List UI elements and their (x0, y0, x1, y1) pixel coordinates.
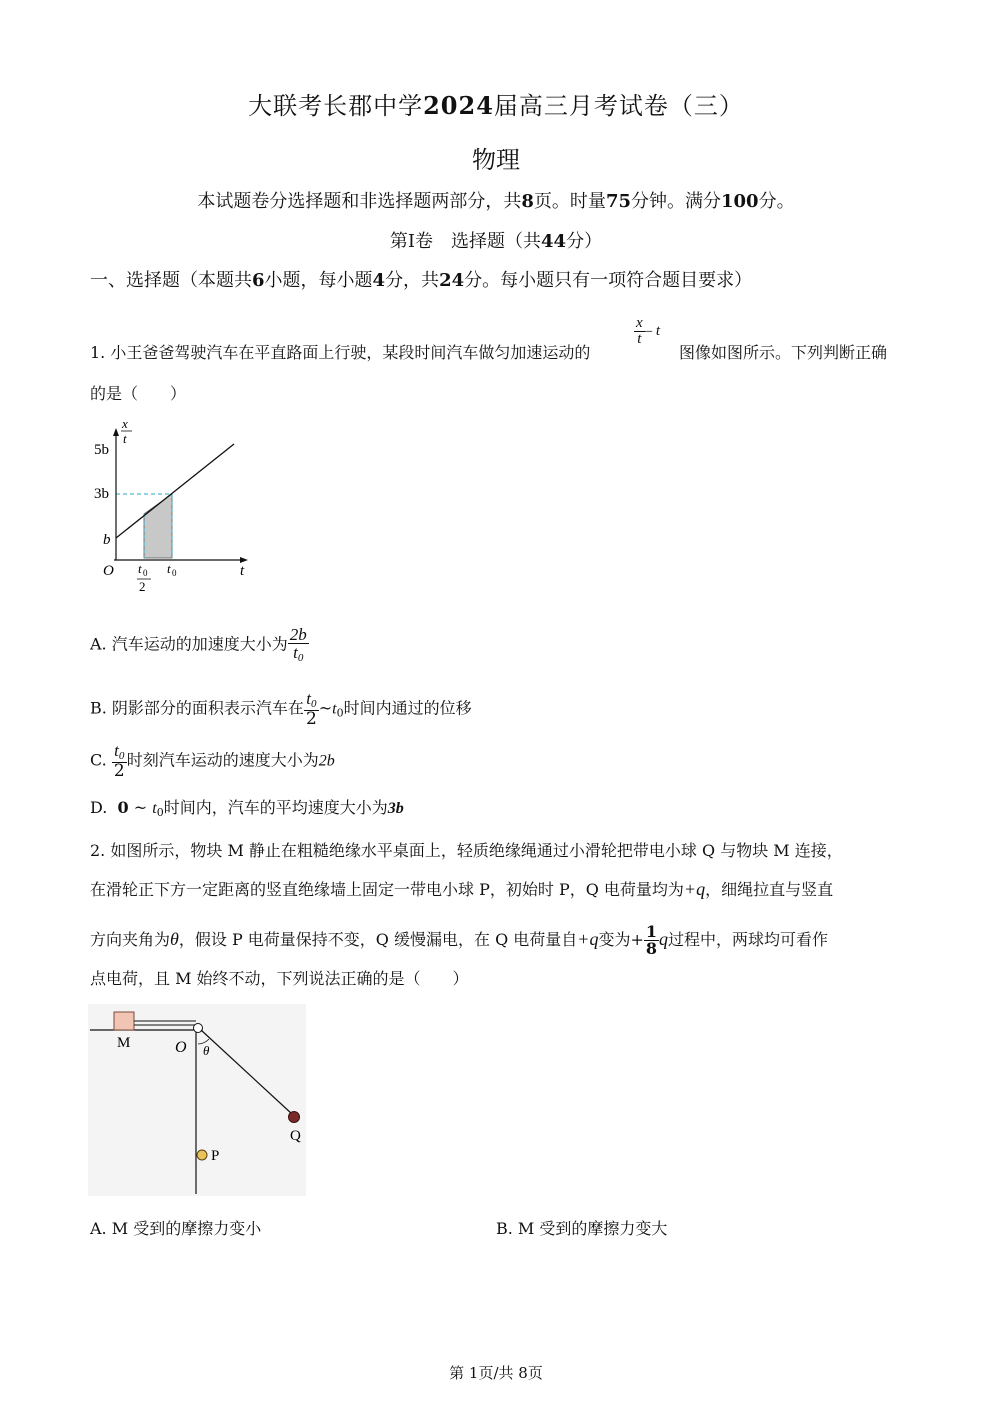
one-eighth (644, 924, 659, 957)
t-sub: 0 (156, 806, 164, 819)
q1-stem-line1 (90, 342, 590, 364)
section-text: 小题，每小题 (264, 270, 373, 291)
label-o: O (175, 1039, 187, 1056)
block-m (114, 1012, 134, 1030)
intro-text: 本试题卷分选择题和非选择题两部分，共 (197, 191, 522, 212)
q2-stem-line4: 点电荷，且 M 始终不动，下列说法正确的是（ ） (90, 969, 469, 988)
y-label-den: t (123, 431, 127, 446)
intro-pages: 8 (521, 191, 534, 212)
q1-option-c[interactable] (90, 742, 335, 780)
q1-option-a[interactable] (90, 626, 309, 664)
frac-num: t (306, 689, 311, 708)
page-footer: 第 1页/共 8页 (449, 1364, 543, 1382)
ball-q (289, 1112, 300, 1123)
q2-stem-line2 (90, 878, 833, 901)
q2-stem-line1: 2. 如图所示，物块 M 静止在粗糙绝缘水平桌面上，轻质绝缘绳通过小滑轮把带电小球 Q 与物块 M 连接， (90, 841, 843, 860)
q1-x-over-t (634, 316, 645, 347)
label-p: P (211, 1148, 220, 1164)
ball-p (197, 1150, 207, 1160)
frac-num: t (114, 741, 119, 760)
section-each: 4 (372, 270, 386, 291)
frac-num: x (636, 315, 643, 331)
section-text: 分，共 (385, 270, 440, 291)
frac-sub: 0 (118, 750, 125, 762)
subject-title: 物理 (472, 146, 520, 174)
option-value: 3b (387, 800, 404, 817)
c-fraction (112, 742, 127, 780)
origin-label: O (103, 563, 114, 579)
title-text-2: 届高三月考试卷（三） (493, 92, 744, 120)
b-fraction (304, 690, 319, 728)
stem-text: 在滑轮正下方一定距离的竖直绝缘墙上固定一带电小球 P，初始时 P，Q 电荷量均为 (90, 880, 684, 899)
pulley (194, 1024, 203, 1033)
charge-q: q (659, 929, 669, 949)
t-var: t (332, 700, 337, 718)
x-t0: t (167, 561, 171, 576)
theta: θ (170, 929, 179, 949)
frac-num: 1 (645, 922, 658, 941)
intro-minutes: 75 (605, 191, 631, 212)
option-text: 时刻汽车运动的速度大小为 (126, 750, 319, 770)
option-value: 2b (318, 752, 335, 770)
charge-q: +q (683, 879, 706, 899)
q1-option-d[interactable] (90, 795, 404, 819)
title-text-1: 大联考长郡中学 (248, 92, 424, 120)
q1-option-b[interactable] (90, 690, 472, 728)
label-theta: θ (203, 1043, 210, 1058)
frac-den: 2 (113, 761, 125, 781)
section-text: 分。每小题只有一项符合题目要求） (464, 270, 753, 291)
x-axis-label: t (240, 563, 245, 579)
shaded-area (144, 494, 172, 558)
frac-den: t (293, 643, 298, 662)
y-label-num: x (122, 416, 128, 431)
frac-den: 2 (305, 709, 317, 729)
q1-stem-text: 1. 小王爸爸驾驶汽车在平直路面上行驶，某段时间汽车做匀加速运动的 (90, 343, 591, 362)
part-text: 分） (566, 231, 603, 252)
t-sub: 0 (336, 706, 344, 720)
option-text: 时间内通过的位移 (343, 698, 472, 718)
stem-text: 方向夹角为 (90, 930, 171, 949)
label-m: M (117, 1035, 131, 1051)
q1-stem-line2: 的是（ ） (90, 384, 187, 403)
x-t0-sub: 0 (172, 568, 177, 578)
q2-option-b[interactable]: B. M 受到的摩擦力变大 (496, 1219, 668, 1238)
q1-inline-graph-label (634, 316, 660, 347)
intro-text: 页。时量 (533, 191, 606, 212)
option-text: C. (90, 750, 107, 770)
title-year: 2024 (423, 91, 494, 120)
a-fraction (288, 626, 309, 664)
q2-stem-line3 (90, 924, 828, 957)
intro-text: 分。 (758, 191, 795, 212)
frac-sub: 0 (310, 698, 317, 710)
tick-b: b (103, 532, 111, 548)
plus: + (630, 930, 644, 949)
x-half-num: t (138, 561, 142, 576)
stem-text: ，假设 P 电荷量保持不变，Q 缓慢漏电，在 Q 电荷量自 (178, 930, 578, 949)
section-total: 24 (439, 270, 465, 291)
data-line (116, 444, 234, 538)
q2-pulley-figure (88, 1004, 306, 1196)
q2-option-a[interactable]: A. M 受到的摩擦力变小 (90, 1219, 262, 1238)
y-arrow (113, 428, 119, 436)
section-count: 6 (252, 270, 265, 291)
frac-den: t (637, 331, 642, 347)
dash-t: – t (644, 323, 661, 339)
section-heading (90, 266, 752, 292)
stem-text: 过程中，两球均可看作 (668, 930, 829, 949)
part-title (0, 227, 992, 253)
option-text: A. 汽车运动的加速度大小为 (90, 634, 288, 654)
t-var: t (152, 800, 157, 817)
part-score: 44 (541, 231, 567, 252)
frac-sub: 0 (297, 652, 304, 664)
section-text: 一、选择题（本题共 (90, 270, 252, 291)
tilde: ~ (318, 698, 333, 718)
frac-num: 2b (289, 625, 307, 644)
stem-text: 变为 (598, 930, 631, 949)
exam-intro (0, 187, 992, 213)
x-half-sub: 0 (143, 568, 148, 578)
tick-3b: 3b (94, 486, 109, 502)
part-text: 第Ⅰ卷 选择题（共 (389, 231, 542, 252)
exam-title (0, 86, 992, 121)
q1-vt-graph (88, 414, 258, 596)
tick-5b: 5b (94, 442, 109, 458)
label-q: Q (290, 1128, 301, 1144)
intro-text: 分钟。满分 (631, 191, 721, 212)
intro-score: 100 (721, 191, 759, 212)
option-text: B. 阴影部分的面积表示汽车在 (90, 698, 304, 718)
q1-stem-line1b: 图像如图所示。下列判断正确 (679, 343, 888, 362)
stem-text: ，细绳拉直与竖直 (705, 880, 834, 899)
option-text: 时间内，汽车的平均速度大小为 (163, 798, 388, 817)
tilde: ~ (128, 798, 153, 817)
option-text: D. (90, 798, 108, 817)
zero: 0 (117, 798, 129, 817)
frac-den: 8 (645, 939, 658, 958)
charge-q: +q (577, 929, 599, 949)
x-half-den: 2 (139, 579, 146, 594)
